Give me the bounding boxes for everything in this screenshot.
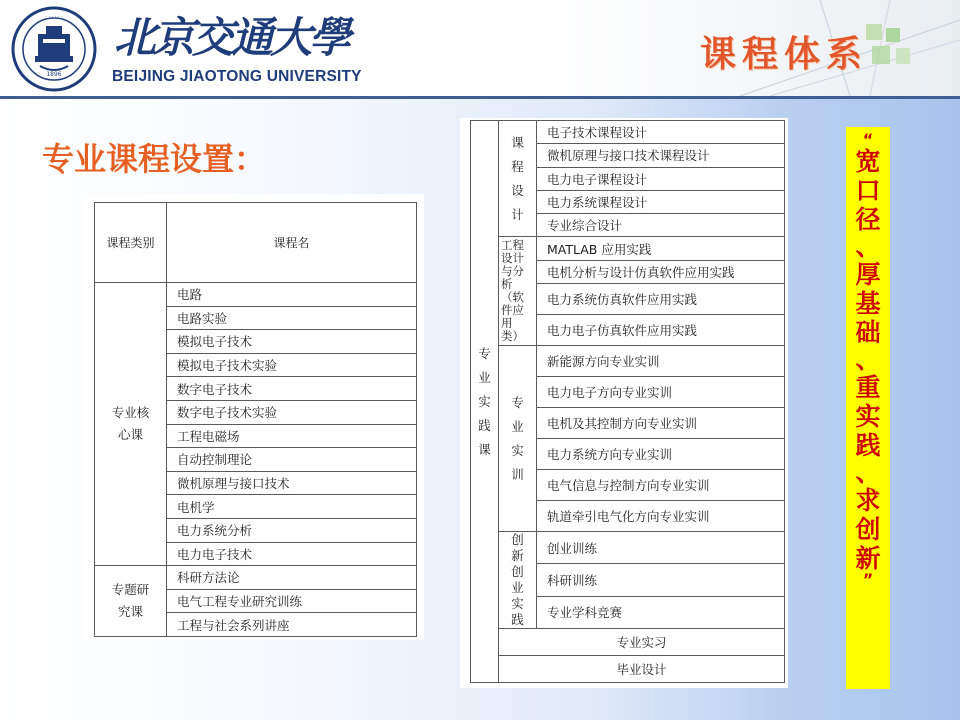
table-row xyxy=(471,237,785,260)
course-cell: 电机学 xyxy=(167,495,417,519)
svg-text:· · · · · ·: · · · · · · xyxy=(45,14,63,20)
main-category-char: 业 xyxy=(478,369,491,385)
group-label-char: 设 xyxy=(511,182,524,198)
slogan-char: 宽 xyxy=(855,147,881,176)
category-cell xyxy=(95,283,167,566)
university-name-english: BEIJING JIAOTONG UNIVERSITY xyxy=(112,68,362,85)
header-bar xyxy=(0,0,960,96)
group-label-line: 工程 xyxy=(501,238,524,253)
course-cell: 专业综合设计 xyxy=(537,214,785,237)
slogan-char: 径 xyxy=(855,205,881,234)
group-label-char: 新 xyxy=(511,548,524,564)
course-cell: 模拟电子技术实验 xyxy=(167,353,417,377)
course-cell: 电机分析与设计仿真软件应用实践 xyxy=(537,260,785,283)
column-header-category: 课程类别 xyxy=(95,203,167,283)
table-row xyxy=(471,121,785,144)
table-row xyxy=(95,283,417,307)
course-cell: 电子技术课程设计 xyxy=(537,121,785,144)
slogan-char: 创 xyxy=(855,515,881,544)
group-label-cell xyxy=(499,346,537,532)
svg-text:1896: 1896 xyxy=(46,71,62,78)
table-header-row xyxy=(95,203,417,283)
course-cell: 微机原理与接口技术 xyxy=(167,471,417,495)
group-label-line: 件应 xyxy=(501,303,524,318)
page-title: 课程体系 xyxy=(699,33,868,75)
group-label-char: 程 xyxy=(511,158,524,174)
group-label-char: 创 xyxy=(511,564,524,580)
course-cell: 数字电子技术实验 xyxy=(167,400,417,424)
course-cell: 电力电子仿真软件应用实践 xyxy=(537,315,785,346)
green-blocks-decoration xyxy=(862,18,918,78)
category-label: 专业核 xyxy=(111,405,150,421)
group-label-char: 训 xyxy=(511,466,524,482)
course-cell: 电力系统方向专业实训 xyxy=(537,439,785,470)
group-label-char: 实 xyxy=(511,596,524,612)
course-cell: 自动控制理论 xyxy=(167,448,417,472)
course-cell: MATLAB 应用实践 xyxy=(537,237,785,260)
group-label-char: 课 xyxy=(511,134,524,150)
group-label-line: 设计 xyxy=(501,251,524,266)
course-cell: 数字电子技术 xyxy=(167,377,417,401)
practice-courses-table-panel xyxy=(460,118,788,688)
group-label-char: 业 xyxy=(511,418,524,434)
table-row xyxy=(471,532,785,564)
course-cell: 新能源方向专业实训 xyxy=(537,346,785,377)
category-label: 究课 xyxy=(117,604,143,620)
course-cell: 电力系统仿真软件应用实践 xyxy=(537,284,785,315)
table-row xyxy=(95,566,417,590)
course-cell: 电力系统分析 xyxy=(167,518,417,542)
course-cell: 创业训练 xyxy=(537,532,785,564)
group-label-cell xyxy=(499,532,537,629)
group-label-line: （软 xyxy=(501,290,524,305)
course-cell: 电机及其控制方向专业实训 xyxy=(537,408,785,439)
slogan-open-quote: “ xyxy=(862,130,874,149)
course-cell: 专业学科竞赛 xyxy=(537,596,785,628)
group-label-cell xyxy=(499,237,537,346)
course-cell: 轨道牵引电气化方向专业实训 xyxy=(537,501,785,532)
core-courses-table xyxy=(94,202,417,637)
slogan-char: 新 xyxy=(855,544,881,573)
slogan-char: 、 xyxy=(855,458,881,487)
main-category-cell xyxy=(471,121,499,683)
table-row xyxy=(471,656,785,683)
slogan-char: 践 xyxy=(855,431,881,460)
course-cell: 微机原理与接口技术课程设计 xyxy=(537,144,785,167)
group-label-cell xyxy=(499,121,537,237)
slogan-banner xyxy=(846,127,890,689)
footer-course-cell: 专业实习 xyxy=(499,629,785,656)
svg-text:北京交通大學: 北京交通大學 xyxy=(114,13,349,62)
main-category-char: 课 xyxy=(478,441,491,457)
course-cell: 电路 xyxy=(167,283,417,307)
slogan-close-quote: ” xyxy=(862,570,874,589)
group-label-line: 类） xyxy=(501,329,524,344)
course-cell: 科研训练 xyxy=(537,564,785,596)
course-cell: 电路实验 xyxy=(167,306,417,330)
course-cell: 工程电磁场 xyxy=(167,424,417,448)
slogan-char: 实 xyxy=(855,402,881,431)
group-label-line: 用 xyxy=(501,316,513,331)
category-cell xyxy=(95,566,167,637)
core-courses-table-panel xyxy=(86,194,424,640)
header-divider xyxy=(0,96,960,99)
course-cell: 电力电子方向专业实训 xyxy=(537,377,785,408)
course-cell: 电力系统课程设计 xyxy=(537,190,785,213)
main-category-char: 专 xyxy=(478,345,491,361)
slogan-char: 、 xyxy=(855,345,881,374)
slogan-char: 厚 xyxy=(855,260,881,289)
slogan-char: 、 xyxy=(855,232,881,261)
course-cell: 科研方法论 xyxy=(167,566,417,590)
section-heading: 专业课程设置： xyxy=(42,140,267,178)
slogan-char: 口 xyxy=(855,176,881,205)
slogan-char: 基 xyxy=(855,289,881,318)
group-label-char: 业 xyxy=(511,580,524,596)
practice-courses-table xyxy=(470,120,785,683)
category-label: 专题研 xyxy=(111,582,150,598)
group-label-char: 实 xyxy=(511,442,524,458)
group-label-char: 专 xyxy=(511,394,524,410)
table-row xyxy=(471,629,785,656)
group-label-char: 计 xyxy=(511,206,524,222)
course-cell: 模拟电子技术 xyxy=(167,330,417,354)
group-label-char: 创 xyxy=(511,532,524,548)
column-header-course: 课程名 xyxy=(167,203,417,283)
slogan-text xyxy=(855,147,880,573)
group-label-char: 践 xyxy=(511,612,524,628)
slogan-char: 础 xyxy=(855,318,881,347)
group-label-line: 与分 xyxy=(501,264,524,279)
slogan-char: 重 xyxy=(855,373,881,402)
course-cell: 电气信息与控制方向专业实训 xyxy=(537,470,785,501)
category-label: 心课 xyxy=(117,427,143,443)
course-cell: 工程与社会系列讲座 xyxy=(167,613,417,637)
university-seal-icon xyxy=(10,6,98,92)
course-cell: 电力电子课程设计 xyxy=(537,167,785,190)
slogan-char: 求 xyxy=(855,486,881,515)
main-category-char: 实 xyxy=(478,393,491,409)
group-label-line: 析 xyxy=(501,277,513,292)
footer-course-cell: 毕业设计 xyxy=(499,656,785,683)
course-cell: 电力电子技术 xyxy=(167,542,417,566)
course-cell: 电气工程专业研究训练 xyxy=(167,589,417,613)
university-name-calligraphy xyxy=(112,10,349,62)
table-row xyxy=(471,346,785,377)
main-category-char: 践 xyxy=(478,417,491,433)
